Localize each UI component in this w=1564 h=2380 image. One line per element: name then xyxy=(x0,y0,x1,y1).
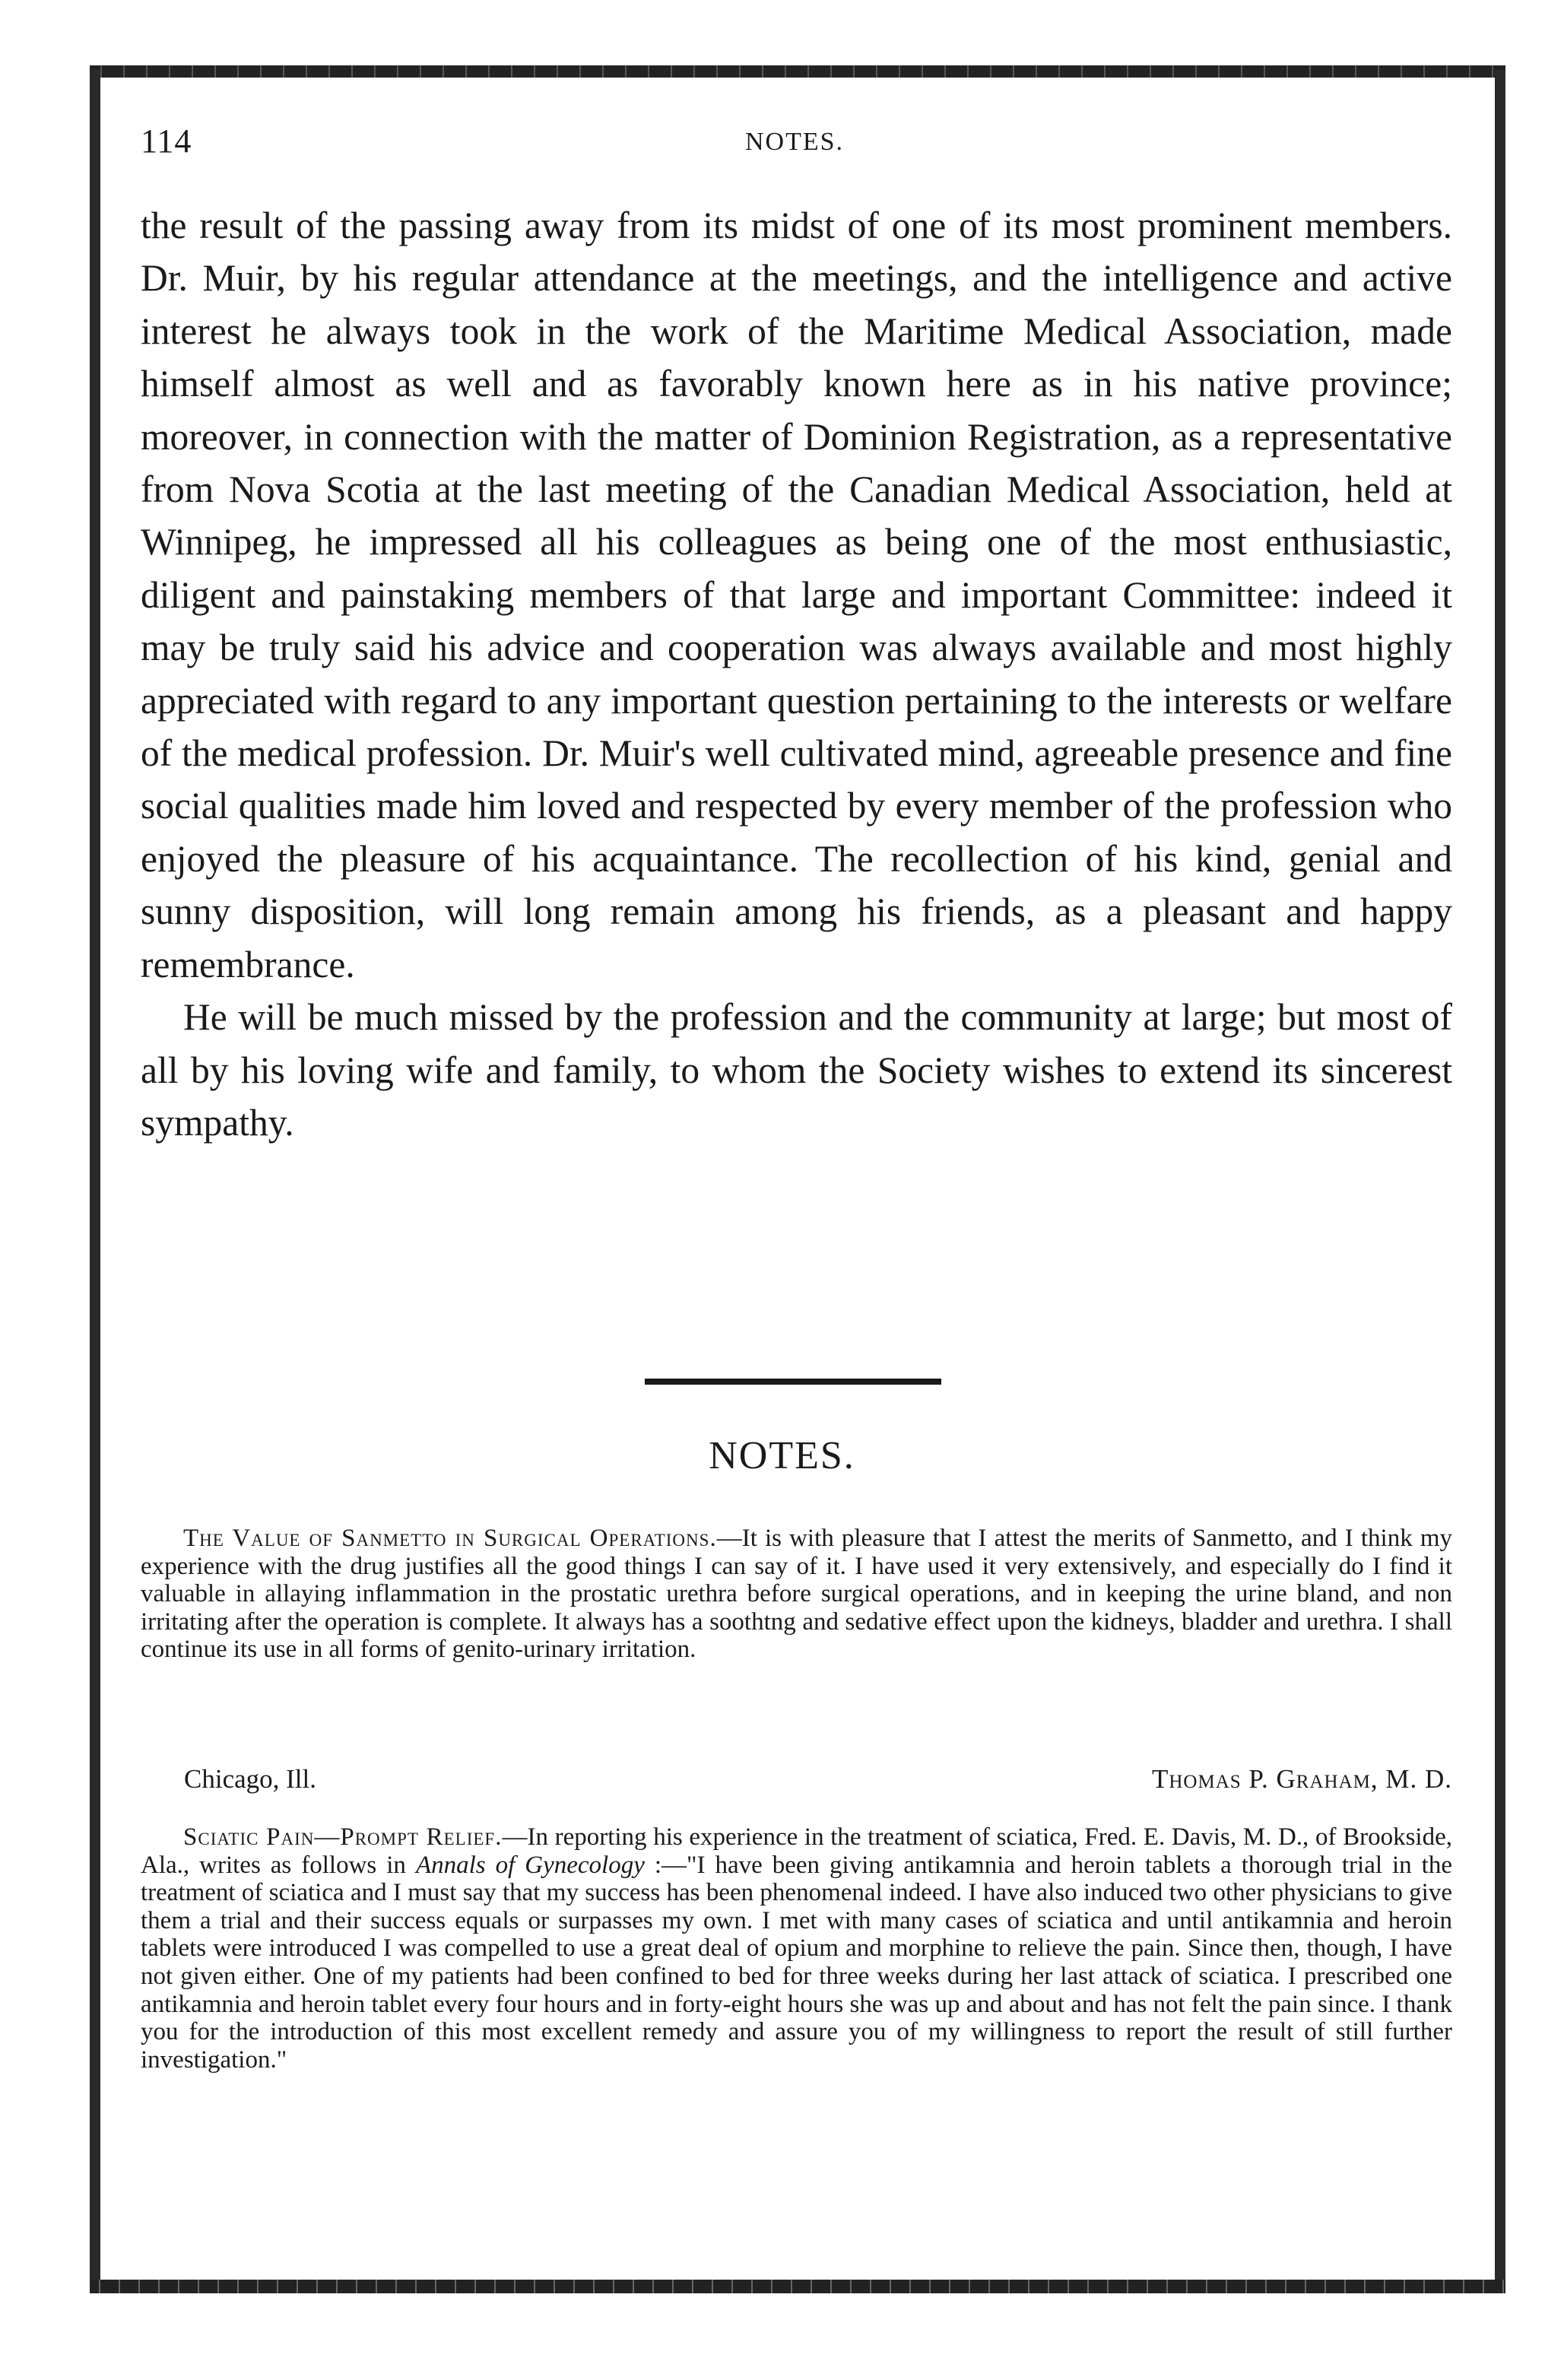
journal-title: Annals of Gynecology xyxy=(415,1851,645,1879)
note-sanmetto-signature xyxy=(184,1764,1452,1795)
section-divider xyxy=(645,1379,941,1385)
signature-city: Chicago, Ill. xyxy=(184,1764,316,1794)
note-sanmetto-paragraph xyxy=(141,1525,1452,1664)
note-sanmetto xyxy=(141,1525,1452,1664)
note-sciatic-heading: Sciatic Pain—Prompt Relief. xyxy=(183,1823,503,1851)
obituary-text xyxy=(141,199,1452,1149)
signature-author: Thomas P. Graham, M. D. xyxy=(1152,1764,1452,1794)
note-sciatic-pain xyxy=(141,1823,1452,2074)
note-sciatic-body-rest: :—"I have been giving antikamnia and heroin tablets a thorough trial in the treatment of sciatica and I must say that my success has been phenomenal indeed. I have also induced two other physicians to give them a trial and their success equals or surpasses my own. I met with many cases of sciatica and until antikamnia and heroin tablets were introduced I was compelled to use a great deal of opium and morphine to relieve the pain. Since then, though, I have not given either. One of my patients had been confined to bed for three weeks during her last attack of sciatica. I prescribed one antikamnia and heroin tablet every four hours and in forty-eight hours she was up and about and has not felt the pain since. I thank you for the introduction of this most excellent remedy and assure you of my willingness to report the result of still further investigation." xyxy=(141,1851,1452,2074)
running-head xyxy=(141,122,1448,160)
note-sanmetto-body: —It is with pleasure that I attest the merits of Sanmetto, and I think my experience with the drug justifies all the good things I can say of it. I have used it very extensively, and especially do I find it valuable in allaying inflammation in the prostatic urethra before surgical operations, and in keeping the urine bland, and non irritating after the operation is complete. It always has a soothtng and sedative effect upon the kidneys, bladder and urethra. I shall continue its use in all forms of genito-urinary irritation. xyxy=(141,1525,1452,1664)
note-sciatic-paragraph xyxy=(141,1823,1452,2074)
note-sciatic-body-start: —In reporting his experience in the treatment of sciatica, Fred. E. Davis, M. D., of Brookside, Ala., writes as follows in xyxy=(141,1823,1452,1879)
running-title: NOTES. xyxy=(744,128,845,156)
obituary-paragraph-2: He will be much missed by the profession and the community at large; but most of all by his loving wife and family, to whom the Society wishes to extend its sincerest sympathy. xyxy=(141,996,1452,1144)
notes-section-title: NOTES. xyxy=(709,1434,855,1477)
obituary-paragraph-1: the result of the passing away from its midst of one of its most prominent members. Dr. Muir, by his regular attendance at the meetings, and the intelligence and active interest he always took in the work of the Maritime Medical Association, made himself almost as well and as favorably known here as in his native province; moreover, in connection with the matter of Dominion Registration, as a representative from Nova Scotia at the last meeting of the Canadian Medical Association, held at Winnipeg, he impressed all his colleagues as being one of the most enthusiastic, diligent and painstaking members of that large and important Committee: indeed it may be truly said his advice and cooperation was always available and most highly appreciated with regard to any important question pertaining to the interests or welfare of the medical profession. Dr. Muir's well cultivated mind, agreeable presence and fine social qualities made him loved and respected by every member of the profession who enjoyed the pleasure of his acquaintance. The recollection of his kind, genial and sunny disposition, will long remain among his friends, as a pleasant and happy remembrance. xyxy=(141,205,1452,985)
bottom-border-rule xyxy=(90,2280,1505,2293)
note-sanmetto-heading: The Value of Sanmetto in Surgical Operations. xyxy=(183,1525,717,1552)
page-number: 114 xyxy=(141,122,192,160)
